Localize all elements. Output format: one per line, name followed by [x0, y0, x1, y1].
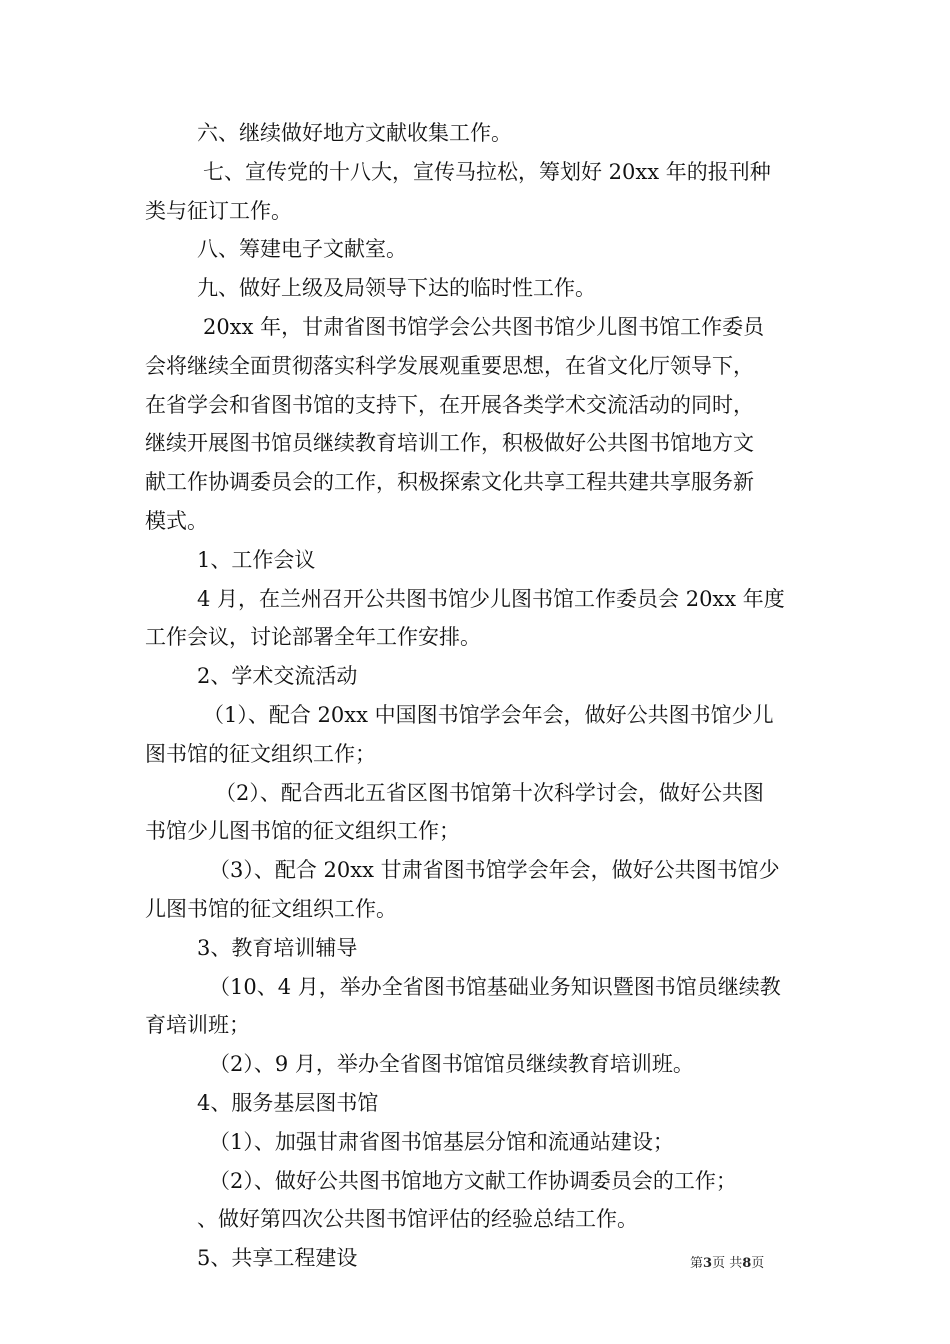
text-line: （2）、配合西北五省区图书馆第十次科学讨会，做好公共图 — [215, 780, 764, 805]
text-line: 5、共享工程建设 — [197, 1246, 358, 1271]
total-page-number: 8 — [742, 1256, 752, 1271]
text-line: （3）、配合 20xx 甘肃省图书馆学会年会，做好公共图书馆少 — [209, 858, 780, 883]
document-body — [145, 114, 810, 1278]
text-line: （1）、加强甘肃省图书馆基层分馆和流通站建设； — [209, 1129, 674, 1154]
text-line: （2）、9 月，举办全省图书馆馆员继续教育培训班。 — [209, 1052, 694, 1077]
paragraph — [145, 269, 810, 308]
text-line: 1、工作会议 — [197, 547, 316, 572]
section-heading — [145, 541, 810, 580]
footer-suffix: 页 — [751, 1256, 765, 1271]
paragraph — [145, 580, 810, 658]
text-line: 书馆少儿图书馆的征文组织工作； — [145, 819, 460, 844]
paragraph — [145, 1200, 810, 1239]
text-line: 在省学会和省图书馆的支持下，在开展各类学术交流活动的同时， — [145, 392, 754, 417]
text-line: 图书馆的征文组织工作； — [145, 741, 376, 766]
page-footer — [690, 1252, 820, 1271]
current-page-number: 3 — [703, 1256, 713, 1271]
text-line: 20xx 年，甘肃省图书馆学会公共图书馆少儿图书馆工作委员 — [203, 314, 765, 339]
text-line: 八、筹建电子文献室。 — [197, 237, 407, 262]
text-line: 类与征订工作。 — [145, 198, 292, 223]
section-heading — [145, 1084, 810, 1123]
text-line: 七、宣传党的十八大，宣传马拉松，筹划好 20xx 年的报刊种 — [203, 159, 771, 184]
paragraph — [145, 1045, 810, 1084]
text-line: 3、教育培训辅导 — [197, 935, 358, 960]
paragraph — [145, 696, 810, 774]
paragraph — [145, 968, 810, 1046]
text-line: （1）、配合 20xx 中国图书馆学会年会，做好公共图书馆少儿 — [203, 702, 774, 727]
text-line: 4 月，在兰州召开公共图书馆少儿图书馆工作委员会 20xx 年度 — [197, 586, 785, 611]
text-line: （2）、做好公共图书馆地方文献工作协调委员会的工作； — [209, 1168, 737, 1193]
text-line: 2、学术交流活动 — [197, 664, 358, 689]
text-line: 模式。 — [145, 508, 208, 533]
paragraph — [145, 308, 810, 541]
paragraph — [145, 114, 810, 153]
paragraph — [145, 851, 810, 929]
paragraph — [145, 1162, 810, 1201]
text-line: 九、做好上级及局领导下达的临时性工作。 — [197, 276, 596, 301]
text-line: （10、4 月，举办全省图书馆基础业务知识暨图书馆员继续教 — [209, 974, 781, 999]
paragraph — [145, 1123, 810, 1162]
section-heading — [145, 929, 810, 968]
paragraph — [145, 774, 810, 852]
text-line: 六、继续做好地方文献收集工作。 — [197, 121, 512, 145]
footer-prefix: 第 — [690, 1256, 704, 1271]
text-line: 4、服务基层图书馆 — [197, 1090, 379, 1115]
paragraph — [145, 230, 810, 269]
text-line: 工作会议，讨论部署全年工作安排。 — [145, 625, 481, 650]
text-line: 会将继续全面贯彻落实科学发展观重要思想，在省文化厅领导下， — [145, 353, 754, 378]
text-line: 育培训班； — [145, 1013, 250, 1038]
text-line: 继续开展图书馆员继续教育培训工作，积极做好公共图书馆地方文 — [145, 431, 754, 456]
footer-middle: 页 共 — [712, 1256, 743, 1271]
text-line: 儿图书馆的征文组织工作。 — [145, 896, 397, 921]
section-heading — [145, 657, 810, 696]
paragraph — [145, 153, 810, 231]
text-line: 、做好第四次公共图书馆评估的经验总结工作。 — [197, 1207, 638, 1232]
text-line: 献工作协调委员会的工作，积极探索文化共享工程共建共享服务新 — [145, 470, 754, 495]
